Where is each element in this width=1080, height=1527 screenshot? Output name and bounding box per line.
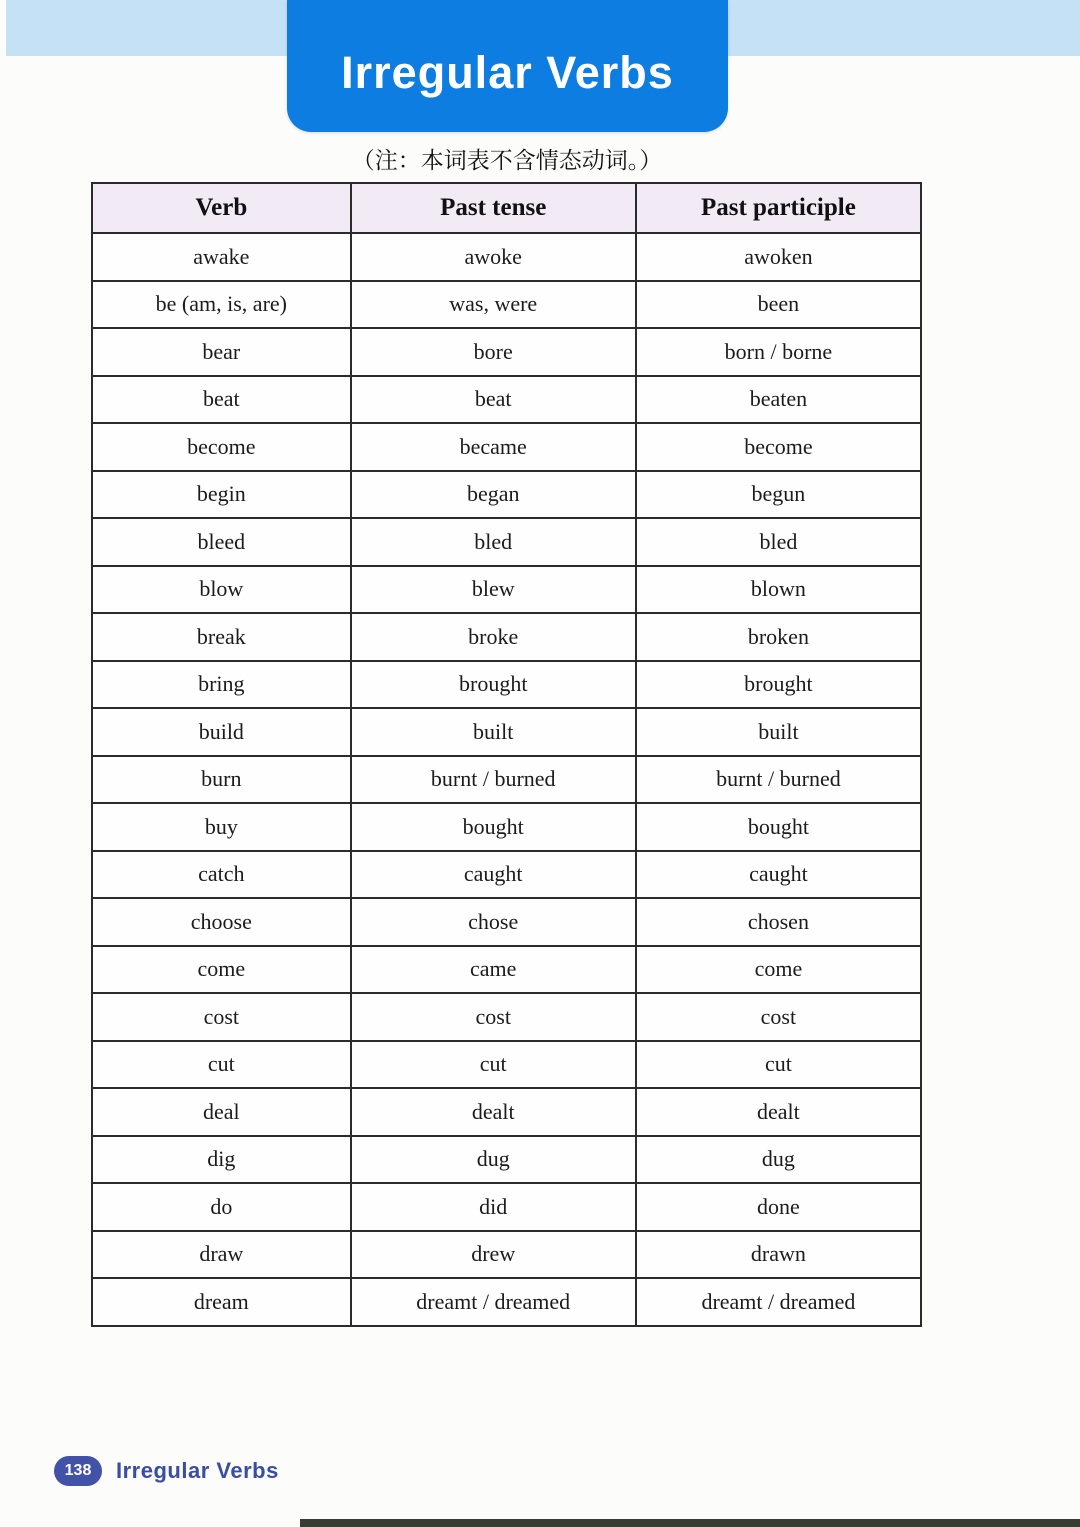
table-cell: dealt <box>351 1088 636 1136</box>
table-row <box>92 946 921 994</box>
table-row <box>92 613 921 661</box>
table-cell: burn <box>92 756 351 804</box>
table-cell: come <box>636 946 921 994</box>
table-row <box>92 471 921 519</box>
table-cell: awake <box>92 233 351 281</box>
table-cell: dreamt / dreamed <box>351 1278 636 1326</box>
table-cell: cut <box>92 1041 351 1089</box>
table-cell: do <box>92 1183 351 1231</box>
table-cell: been <box>636 281 921 329</box>
table-cell: broken <box>636 613 921 661</box>
table-cell: built <box>636 708 921 756</box>
table-cell: beat <box>351 376 636 424</box>
table-cell: bled <box>636 518 921 566</box>
scan-artifact-strip <box>300 1519 1080 1527</box>
page-footer <box>54 1456 279 1486</box>
table-cell: begun <box>636 471 921 519</box>
table-cell: dug <box>351 1136 636 1184</box>
table-cell: cut <box>636 1041 921 1089</box>
table-cell: deal <box>92 1088 351 1136</box>
table-cell: beat <box>92 376 351 424</box>
table-cell: began <box>351 471 636 519</box>
table-cell: chose <box>351 898 636 946</box>
table-row <box>92 423 921 471</box>
table-cell: burnt / burned <box>351 756 636 804</box>
table-cell: bled <box>351 518 636 566</box>
table-row <box>92 898 921 946</box>
table-row <box>92 1231 921 1279</box>
table-row <box>92 1041 921 1089</box>
table-row <box>92 566 921 614</box>
table-cell: dreamt / dreamed <box>636 1278 921 1326</box>
table-cell: done <box>636 1183 921 1231</box>
table-cell: dug <box>636 1136 921 1184</box>
table-row <box>92 993 921 1041</box>
table-row <box>92 328 921 376</box>
table-header-row <box>92 183 921 233</box>
table-header-cell: Verb <box>92 183 351 233</box>
table-cell: buy <box>92 803 351 851</box>
table-cell: bear <box>92 328 351 376</box>
table-row <box>92 803 921 851</box>
table-row <box>92 233 921 281</box>
table-row <box>92 851 921 899</box>
table-cell: brought <box>351 661 636 709</box>
table-cell: blew <box>351 566 636 614</box>
table-cell: drawn <box>636 1231 921 1279</box>
table-cell: awoke <box>351 233 636 281</box>
table-cell: dream <box>92 1278 351 1326</box>
table-cell: awoken <box>636 233 921 281</box>
table-row <box>92 1088 921 1136</box>
table-row <box>92 1278 921 1326</box>
table-cell: did <box>351 1183 636 1231</box>
table-cell: dig <box>92 1136 351 1184</box>
table-cell: came <box>351 946 636 994</box>
table-cell: bore <box>351 328 636 376</box>
table-cell: brought <box>636 661 921 709</box>
table-cell: cost <box>636 993 921 1041</box>
table-cell: cost <box>92 993 351 1041</box>
table-cell: blow <box>92 566 351 614</box>
table-cell: build <box>92 708 351 756</box>
table-cell: bought <box>636 803 921 851</box>
table-row <box>92 1136 921 1184</box>
table-cell: bring <box>92 661 351 709</box>
table-cell: bleed <box>92 518 351 566</box>
table-cell: draw <box>92 1231 351 1279</box>
table-cell: cost <box>351 993 636 1041</box>
table-cell: begin <box>92 471 351 519</box>
table-cell: become <box>636 423 921 471</box>
table-cell: drew <box>351 1231 636 1279</box>
table-cell: built <box>351 708 636 756</box>
table-row <box>92 1183 921 1231</box>
table-row <box>92 281 921 329</box>
table-cell: cut <box>351 1041 636 1089</box>
page-number-badge: 138 <box>54 1456 102 1486</box>
table-cell: broke <box>351 613 636 661</box>
table-cell: become <box>92 423 351 471</box>
table-cell: caught <box>351 851 636 899</box>
note-text: （注：本词表不含情态动词。） <box>351 148 663 173</box>
table-cell: was, were <box>351 281 636 329</box>
table-cell: beaten <box>636 376 921 424</box>
table-cell: catch <box>92 851 351 899</box>
table-header-cell: Past participle <box>636 183 921 233</box>
table-cell: blown <box>636 566 921 614</box>
table-row <box>92 518 921 566</box>
table-cell: bought <box>351 803 636 851</box>
table-cell: come <box>92 946 351 994</box>
table-cell: chosen <box>636 898 921 946</box>
table-cell: dealt <box>636 1088 921 1136</box>
page-title: Irregular Verbs <box>341 47 674 98</box>
irregular-verbs-table <box>91 182 922 1327</box>
table-row <box>92 708 921 756</box>
title-banner <box>287 0 728 132</box>
table-row <box>92 376 921 424</box>
table-cell: burnt / burned <box>636 756 921 804</box>
table-cell: break <box>92 613 351 661</box>
table-cell: became <box>351 423 636 471</box>
table-row <box>92 756 921 804</box>
table-header-cell: Past tense <box>351 183 636 233</box>
table-cell: caught <box>636 851 921 899</box>
table-cell: born / borne <box>636 328 921 376</box>
table-cell: choose <box>92 898 351 946</box>
table-row <box>92 661 921 709</box>
table-cell: be (am, is, are) <box>92 281 351 329</box>
footer-title: Irregular Verbs <box>116 1458 279 1483</box>
